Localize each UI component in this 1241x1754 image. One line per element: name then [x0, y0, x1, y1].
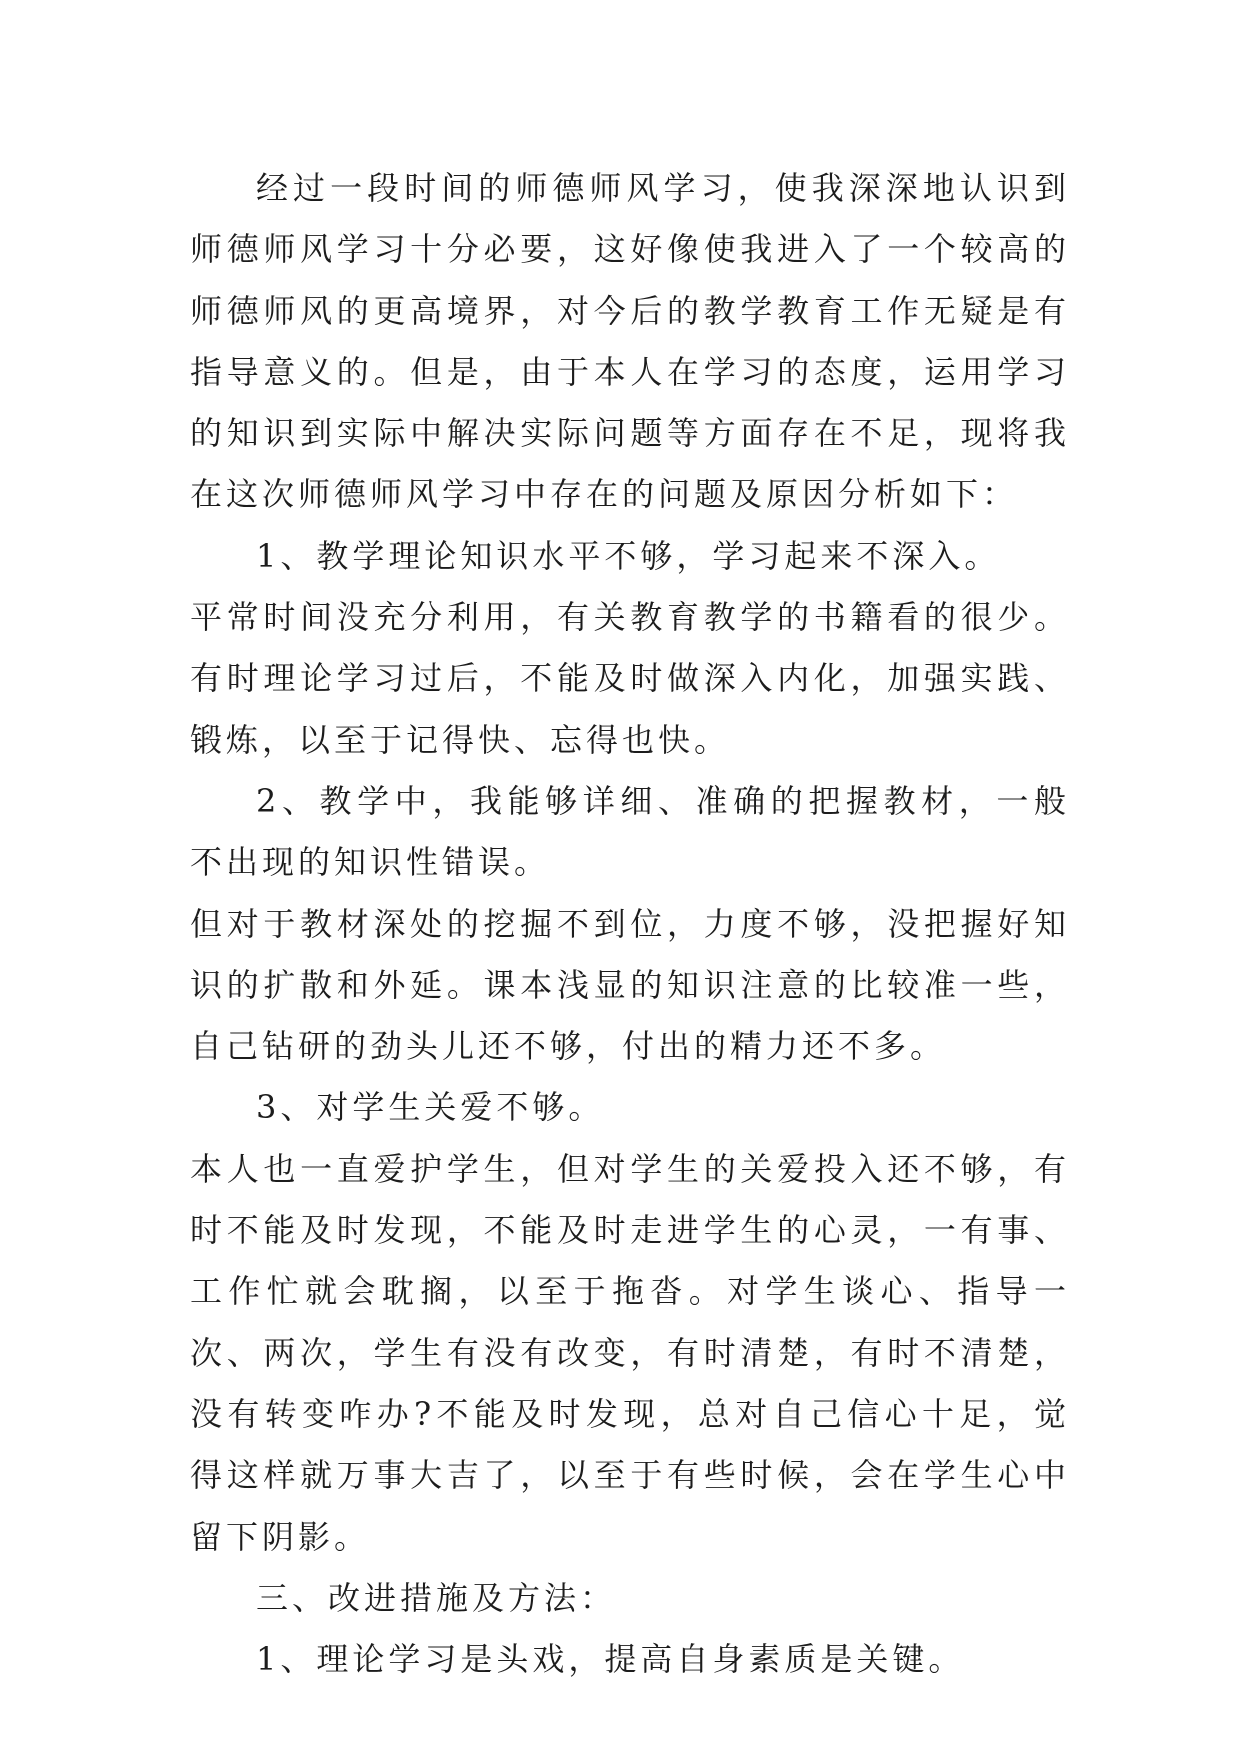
measure-1-heading: 1、理论学习是头戏，提高自身素质是关键。	[256, 1640, 965, 1679]
point-3-heading: 3、对学生关爱不够。	[256, 1088, 605, 1127]
point-3-detail: 本人也一直爱护学生，但对学生的关爱投入还不够，有时不能及时发现，不能及时走进学生的心灵，一有事、工作忙就会耽搁，以至于拖沓。对学生谈心、指导一次、两次，学生有没有改变，有时清楚，有时不清楚，没有转变咋办?不能及时发现，总对自己信心十足，觉得这样就万事大吉了，以至于有些时候，会在学生心中留下阴影。	[190, 1149, 1070, 1556]
document-body	[190, 158, 1070, 1690]
point-2-detail: 但对于教材深处的挖掘不到位，力度不够，没把握好知识的扩散和外延。课本浅显的知识注意的比较准一些，自己钻研的劲头儿还不够，付出的精力还不多。	[190, 904, 1070, 1066]
section-3-heading: 三、改进措施及方法：	[256, 1578, 617, 1617]
point-2-heading: 2、教学中，我能够详细、准确的把握教材，一般不出现的知识性错误。	[190, 781, 1070, 882]
point-1-heading: 1、教学理论知识水平不够，学习起来不深入。	[256, 536, 1001, 575]
intro-paragraph: 经过一段时间的师德师风学习，使我深深地认识到师德师风学习十分必要，这好像使我进入了一个较高的师德师风的更高境界，对今后的教学教育工作无疑是有指导意义的。但是，由于本人在学习的态度，运用学习的知识到实际中解决实际问题等方面存在不足，现将我在这次师德师风学习中存在的问题及原因分析如下：	[190, 169, 1070, 514]
point-1-detail: 平常时间没充分利用，有关教育教学的书籍看的很少。有时理论学习过后，不能及时做深入内化，加强实践、锻炼，以至于记得快、忘得也快。	[190, 598, 1070, 759]
